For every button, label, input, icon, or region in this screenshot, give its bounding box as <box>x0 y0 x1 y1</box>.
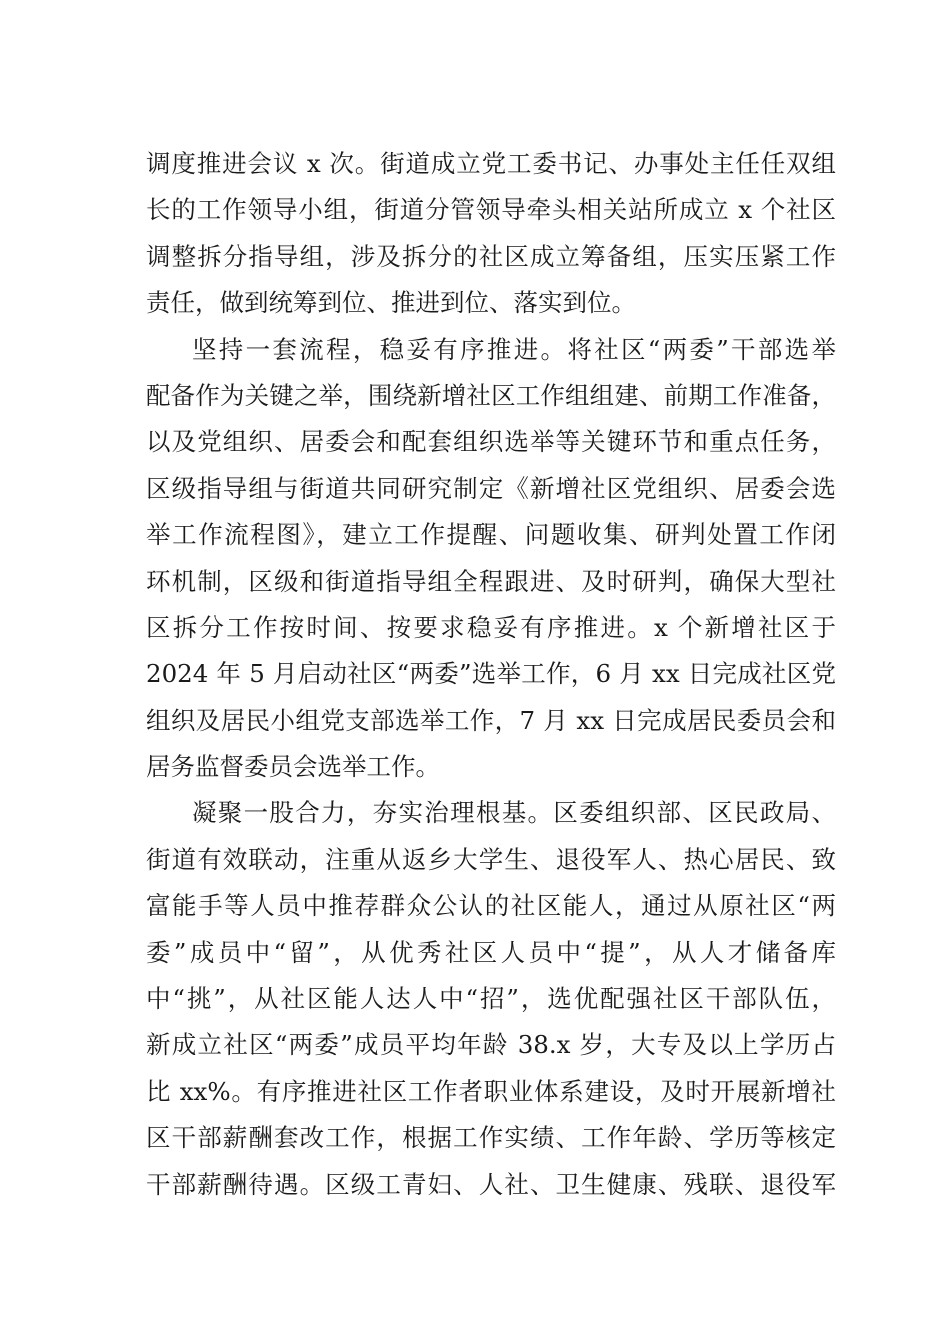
paragraph-3 <box>146 790 836 1208</box>
text-line: 街道有效联动，注重从返乡大学生、退役军人、热心居民、致 <box>146 844 836 874</box>
text-line: 区级指导组与街道共同研究制定《新增社区党组织、居委会选 <box>146 473 836 503</box>
text-line: 新成立社区“两委”成员平均年龄 38.x 岁，大专及以上学历占 <box>146 1030 836 1060</box>
body-text <box>146 141 836 1208</box>
text-line: 2024 年 5 月启动社区“两委”选举工作，6 月 xx 日完成社区党 <box>146 659 836 689</box>
text-line: 配备作为关键之举，围绕新增社区工作组组建、前期工作准备， <box>146 380 836 410</box>
paragraph-2 <box>146 327 836 791</box>
text-line: 凝聚一股合力，夯实治理根基。区委组织部、区民政局、 <box>192 798 836 828</box>
text-line: 委”成员中“留”，从优秀社区人员中“提”，从人才储备库 <box>146 937 836 967</box>
text-line: 区拆分工作按时间、按要求稳妥有序推进。x 个新增社区于 <box>146 612 836 642</box>
text-line: 调整拆分指导组，涉及拆分的社区成立筹备组，压实压紧工作 <box>146 241 836 271</box>
text-line: 富能手等人员中推荐群众公认的社区能人，通过从原社区“两 <box>146 891 836 921</box>
text-line: 长的工作领导小组，街道分管领导牵头相关站所成立 x 个社区 <box>146 195 836 225</box>
text-line: 组织及居民小组党支部选举工作，7 月 xx 日完成居民委员会和 <box>146 705 836 735</box>
text-line: 举工作流程图》，建立工作提醒、问题收集、研判处置工作闭 <box>146 520 836 550</box>
paragraph-1 <box>146 141 836 327</box>
text-line: 责任，做到统筹到位、推进到位、落实到位。 <box>146 288 636 318</box>
text-line: 区干部薪酬套改工作，根据工作实绩、工作年龄、学历等核定 <box>146 1123 836 1153</box>
text-line: 坚持一套流程，稳妥有序推进。将社区“两委”干部选举 <box>192 334 836 364</box>
text-line: 环机制，区级和街道指导组全程跟进、及时研判，确保大型社 <box>146 566 836 596</box>
text-line: 干部薪酬待遇。区级工青妇、人社、卫生健康、残联、退役军 <box>146 1169 836 1199</box>
text-line: 居务监督委员会选举工作。 <box>146 752 440 782</box>
text-line: 调度推进会议 x 次。街道成立党工委书记、办事处主任任双组 <box>146 149 836 178</box>
text-line: 以及党组织、居委会和配套组织选举等关键环节和重点任务， <box>146 427 836 457</box>
text-line: 比 xx%。有序推进社区工作者职业体系建设，及时开展新增社 <box>146 1076 836 1106</box>
text-line: 中“挑”，从社区能人达人中“招”，选优配强社区干部队伍， <box>146 984 836 1014</box>
